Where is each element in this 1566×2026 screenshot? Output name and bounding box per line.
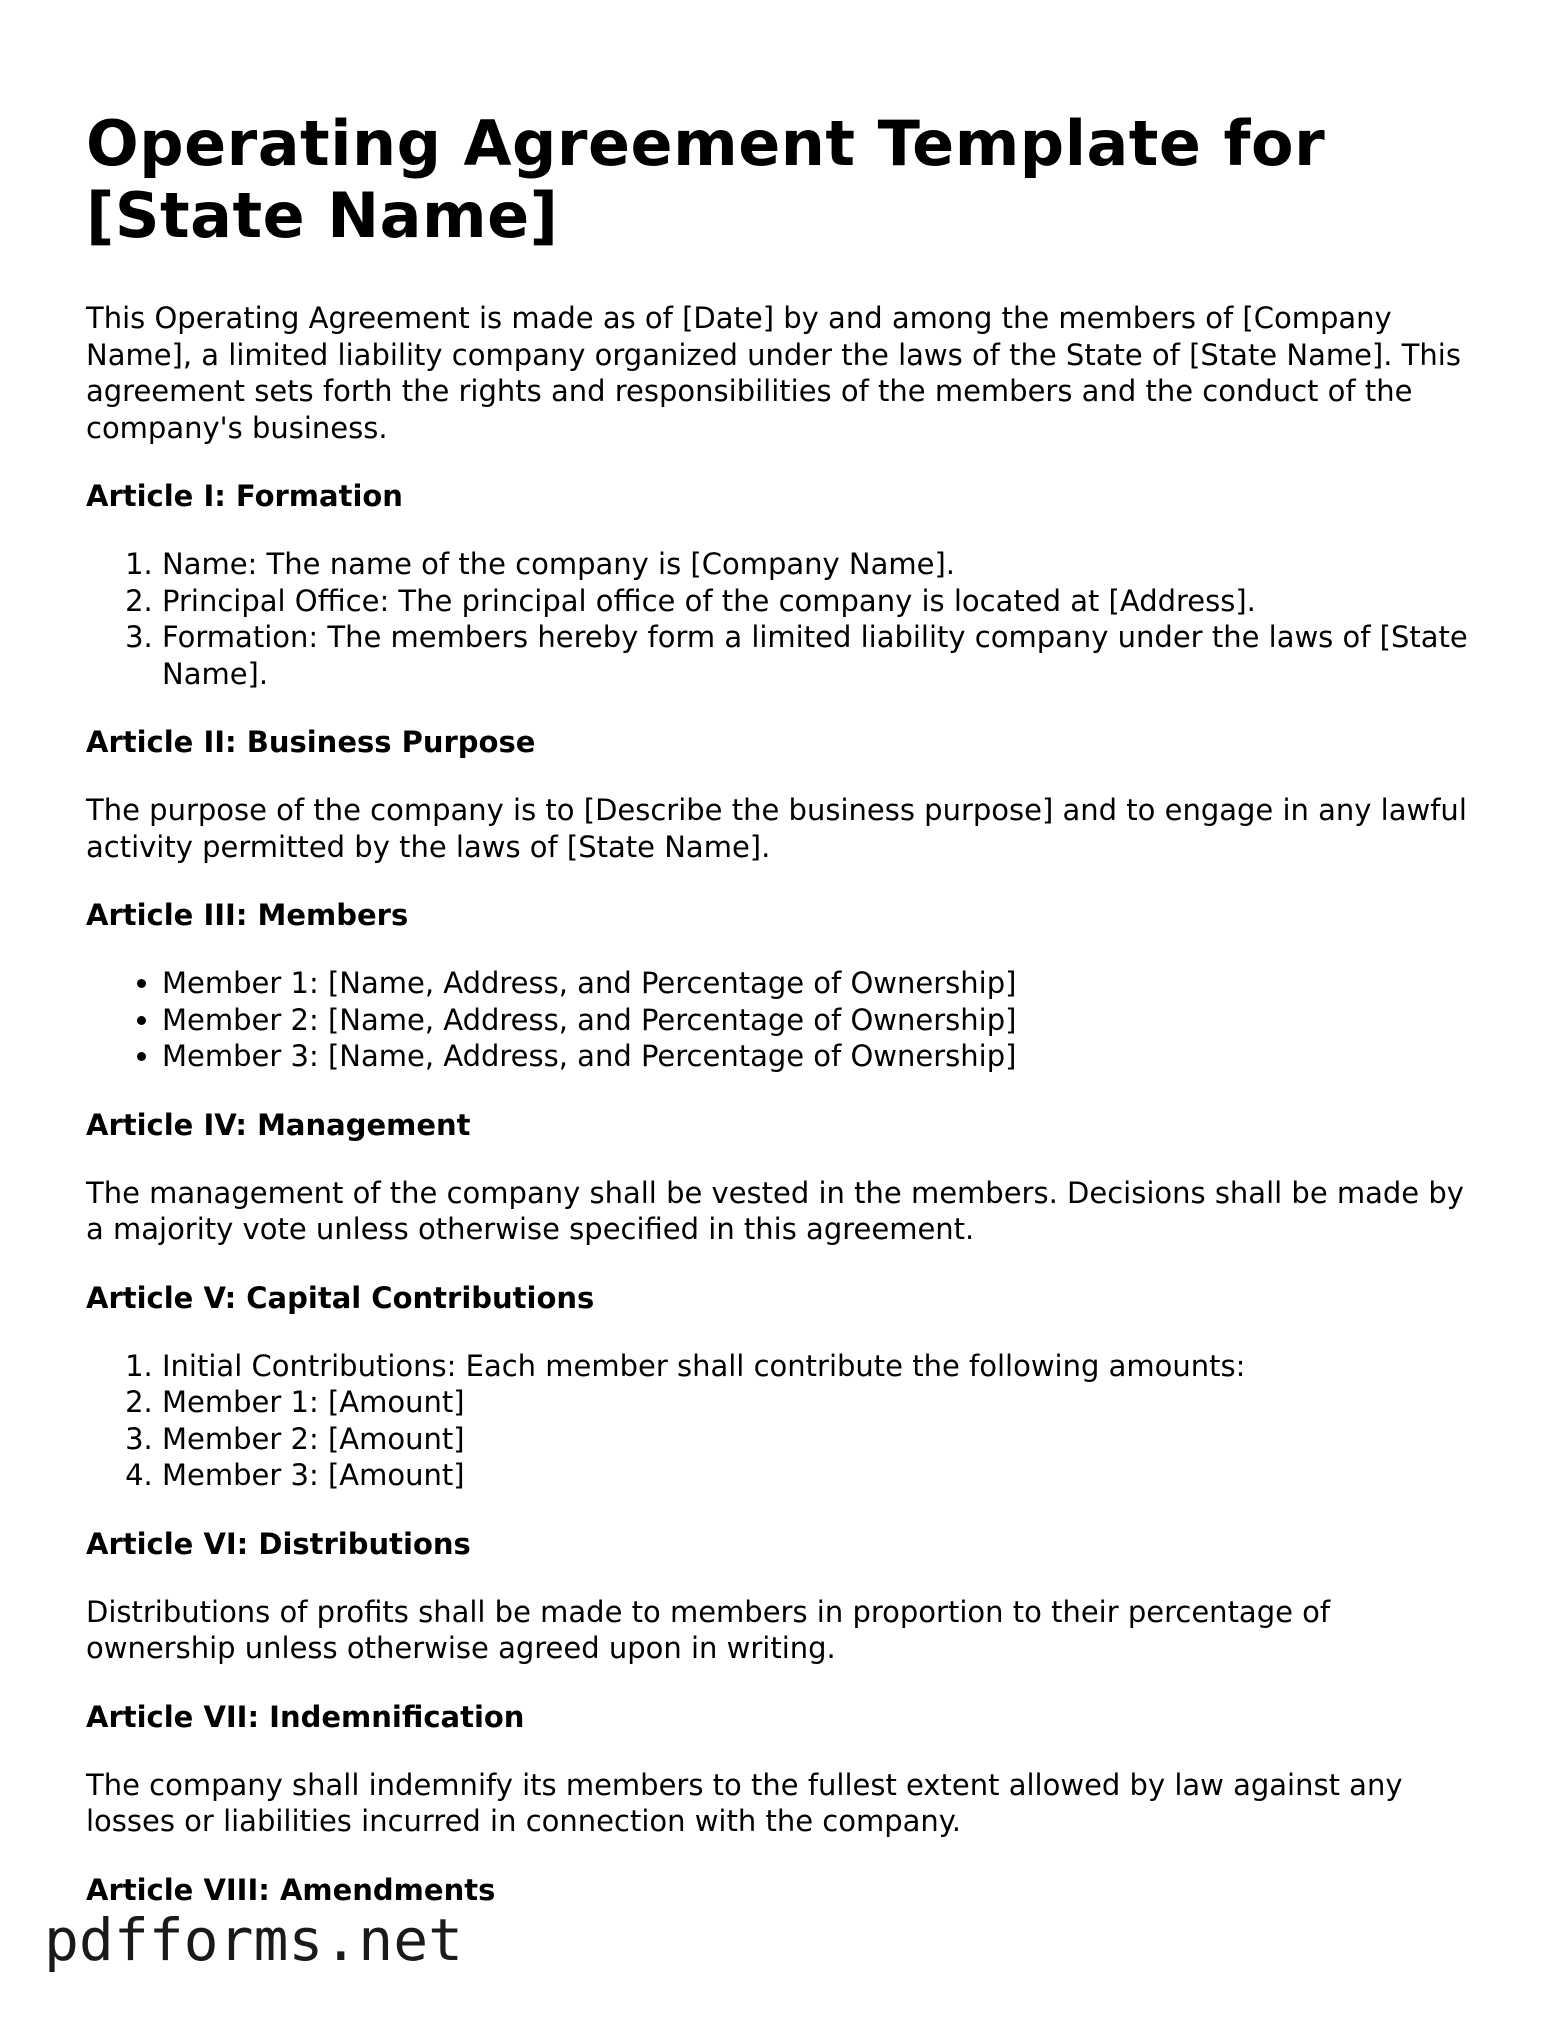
intro-paragraph: This Operating Agreement is made as of [Date] by and among the members of [Company Name], a limited liability company organized under the laws of the State of [State Name]. This agreement sets forth the rights and responsibilities of the members and the conduct of the company's business.: [86, 301, 1461, 445]
article-1-heading: Article I: Formation: [86, 479, 403, 513]
list-item: • Member 1: [Name, Address, and Percentage of Ownership]: [162, 965, 1486, 1002]
watermark: pdfforms.net: [44, 1906, 464, 1974]
article-4-text: The management of the company shall be vested in the members. Decisions shall be made by a majority vote unless otherwise specified in this agreement.: [86, 1175, 1464, 1246]
article-2-text: The purpose of the company is to [Describe the business purpose] and to engage in any lawful activity permitted by the laws of [State Name].: [86, 793, 1467, 864]
article-6-text: Distributions of profits shall be made to members in proportion to their percentage of ownership unless otherwise agreed upon in writing.: [86, 1594, 1331, 1665]
list-item: 4. Member 3: [Amount]: [162, 1457, 1486, 1494]
article-6-heading: Article VI: Distributions: [86, 1526, 471, 1561]
article-8-heading: Article VIII: Amendments: [86, 1872, 496, 1907]
article-4-heading: Article IV: Management: [86, 1107, 471, 1142]
article-3-heading: Article III: Members: [86, 898, 409, 932]
list-item: 2. Principal Office: The principal office of the company is located at [Address].: [162, 583, 1486, 620]
article-2-heading: Article II: Business Purpose: [86, 725, 536, 759]
article-1-list: [86, 546, 1486, 692]
article-5-heading: Article V: Capital Contributions: [86, 1280, 595, 1315]
document-page: [86, 108, 1486, 1940]
article-5-list: [86, 1348, 1486, 1494]
list-item: 3. Member 2: [Amount]: [162, 1421, 1486, 1458]
list-item: 1. Initial Contributions: Each member shall contribute the following amounts:: [162, 1348, 1486, 1385]
list-item: 3. Formation: The members hereby form a limited liability company under the laws of [State Name].: [162, 619, 1486, 692]
list-item: • Member 2: [Name, Address, and Percentage of Ownership]: [162, 1002, 1486, 1039]
article-7-text: The company shall indemnify its members to the fullest extent allowed by law against any losses or liabilities incurred in connection with the company.: [86, 1767, 1403, 1838]
document-title: Operating Agreement Template for [State Name]: [86, 107, 1326, 252]
list-item: 2. Member 1: [Amount]: [162, 1384, 1486, 1421]
list-item: • Member 3: [Name, Address, and Percentage of Ownership]: [162, 1038, 1486, 1075]
article-3-list: [86, 965, 1486, 1075]
article-7-heading: Article VII: Indemnification: [86, 1699, 525, 1734]
list-item: 1. Name: The name of the company is [Company Name].: [162, 546, 1486, 583]
